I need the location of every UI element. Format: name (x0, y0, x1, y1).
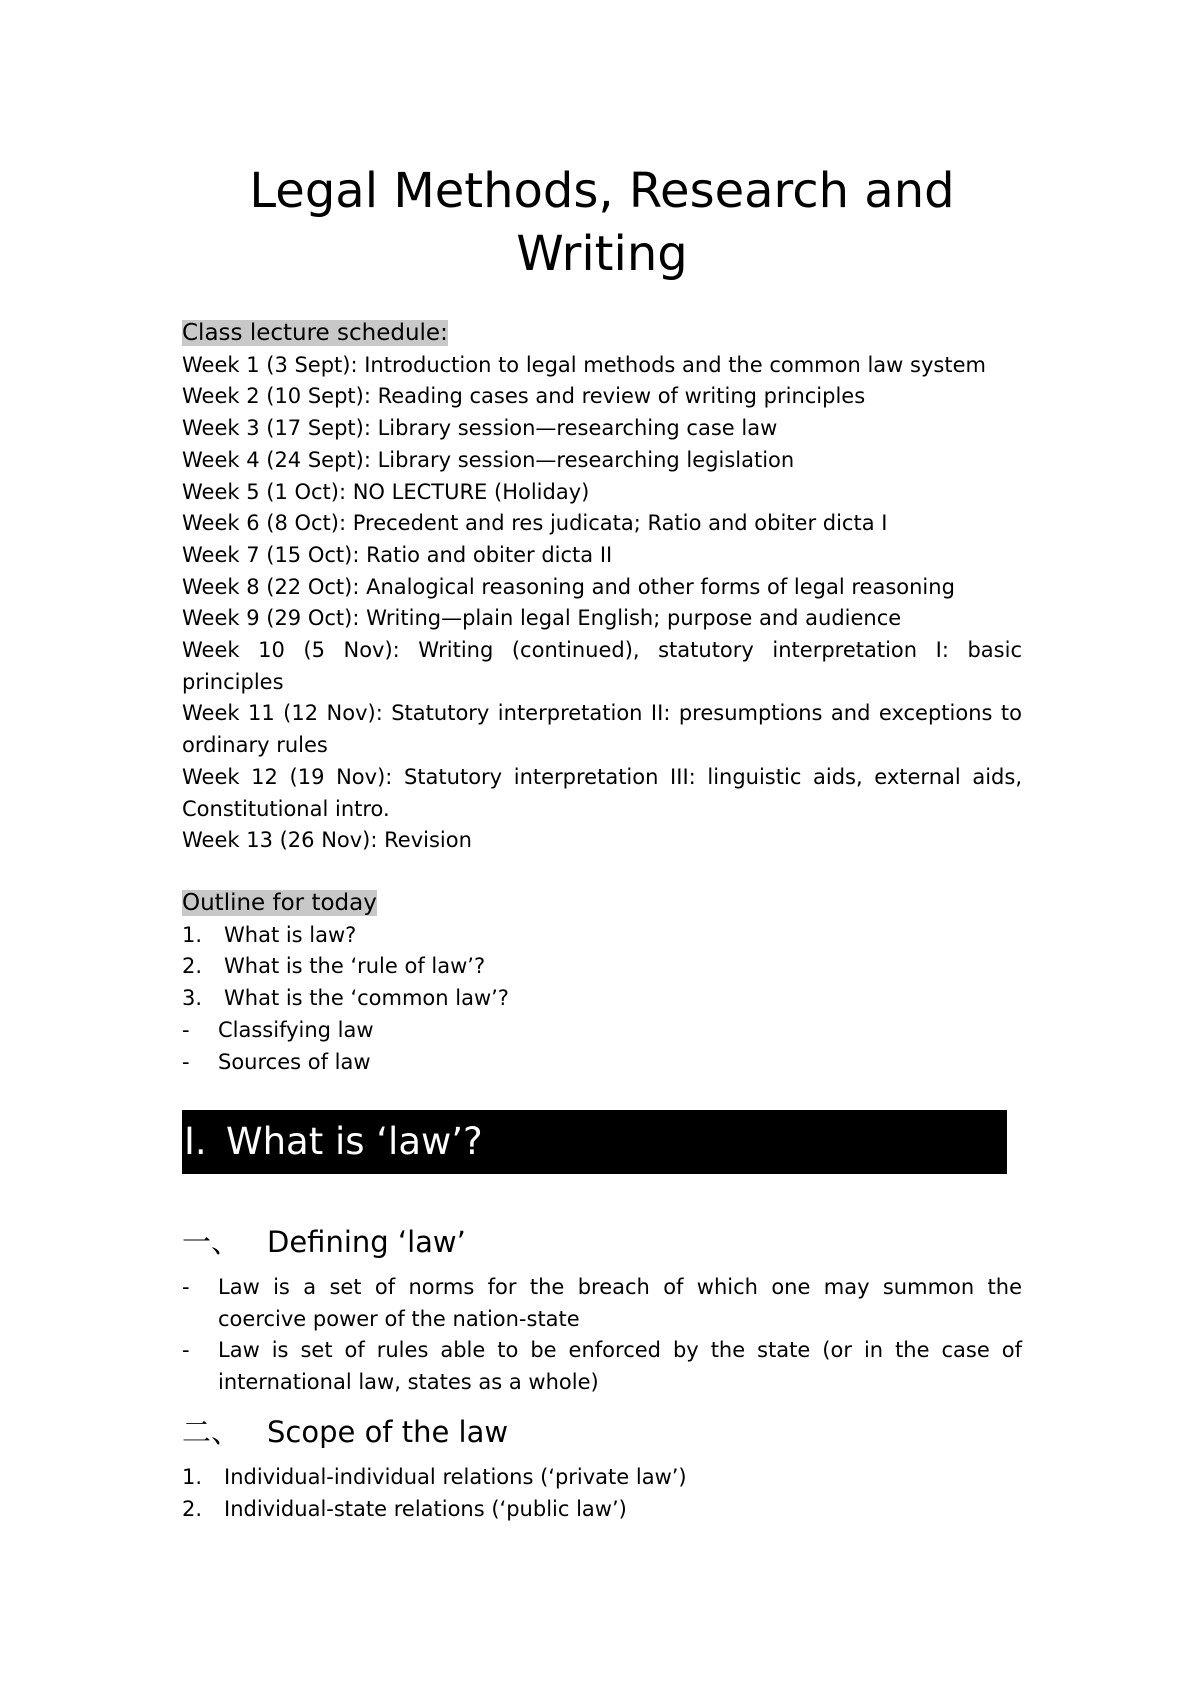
schedule-heading: Class lecture schedule: (182, 320, 448, 346)
list-item (182, 951, 1022, 983)
list-marker: - (182, 1017, 190, 1042)
week-line: Week 1 (3 Sept): Introduction to legal methods and the common law system (182, 352, 986, 377)
list-item (182, 1462, 1022, 1494)
list-item-text: What is the ‘rule of law’? (224, 954, 486, 979)
week-line: Week 4 (24 Sept): Library session—researching legislation (182, 447, 795, 472)
week-line: Week 2 (10 Sept): Reading cases and review of writing principles (182, 384, 866, 409)
list-item-text: Law is set of rules able to be enforced by the state (or in the case of international law, states as a whole) (218, 1338, 1022, 1395)
subsection-marker: 二、 (182, 1415, 241, 1449)
list-item-text: What is the ‘common law’? (224, 986, 509, 1011)
section-number: I. (184, 1120, 207, 1163)
list-item (182, 983, 1022, 1015)
list-marker: - (182, 1338, 190, 1363)
week-line: Week 11 (12 Nov): Statutory interpretation II: presumptions and exceptions to ordinary rules (182, 701, 1022, 758)
week-line: Week 12 (19 Nov): Statutory interpretation III: linguistic aids, external aids, Constitutional intro. (182, 764, 1022, 821)
list-marker: 2. (182, 954, 203, 979)
schedule-section (182, 318, 1022, 857)
list-item (182, 920, 1022, 952)
document-title: Legal Methods, Research and Writing (249, 163, 955, 282)
subsection-heading (182, 1222, 1022, 1262)
week-line: Week 10 (5 Nov): Writing (continued), statutory interpretation I: basic principles (182, 638, 1022, 694)
list-marker: 1. (182, 922, 203, 947)
section-banner (182, 1110, 1007, 1174)
week-line: Week 9 (29 Oct): Writing—plain legal English; purpose and audience (182, 606, 902, 631)
defining-list (182, 1272, 1022, 1399)
list-marker: 1. (182, 1465, 203, 1489)
list-marker: 3. (182, 986, 203, 1011)
list-item-text: Law is a set of norms for the breach of which one may summon the coercive power of the nation-state (218, 1275, 1022, 1331)
week-line: Week 13 (26 Nov): Revision (182, 828, 472, 853)
subsection-title: Scope of the law (267, 1415, 509, 1449)
week-line: Week 3 (17 Sept): Library session—researching case law (182, 416, 778, 441)
list-item (182, 1015, 1022, 1047)
list-item (182, 1272, 1022, 1335)
list-item-text: What is law? (224, 922, 357, 947)
list-item-text: Classifying law (218, 1017, 374, 1042)
list-item (182, 1335, 1022, 1398)
outline-heading: Outline for today (182, 890, 377, 916)
subsection-title: Defining ‘law’ (267, 1225, 466, 1259)
subsection-heading (182, 1412, 1022, 1452)
list-item (182, 1047, 1022, 1079)
section-title: What is ‘law’? (226, 1120, 483, 1163)
week-line: Week 8 (22 Oct): Analogical reasoning and other forms of legal reasoning (182, 574, 955, 599)
list-item-text: Individual-individual relations (‘private law’) (224, 1465, 687, 1489)
scope-list (182, 1462, 1022, 1525)
list-marker: 2. (182, 1496, 203, 1521)
list-item-text: Sources of law (218, 1049, 371, 1074)
week-line: Week 5 (1 Oct): NO LECTURE (Holiday) (182, 479, 590, 504)
outline-section (182, 888, 1022, 1078)
week-line: Week 7 (15 Oct): Ratio and obiter dicta II (182, 542, 613, 567)
list-marker: - (182, 1275, 190, 1299)
list-item-text: Individual-state relations (‘public law’) (224, 1496, 627, 1521)
week-line: Week 6 (8 Oct): Precedent and res judicata; Ratio and obiter dicta I (182, 511, 888, 536)
list-marker: - (182, 1049, 190, 1074)
subsection-marker: 一、 (182, 1225, 241, 1259)
list-item (182, 1494, 1022, 1526)
